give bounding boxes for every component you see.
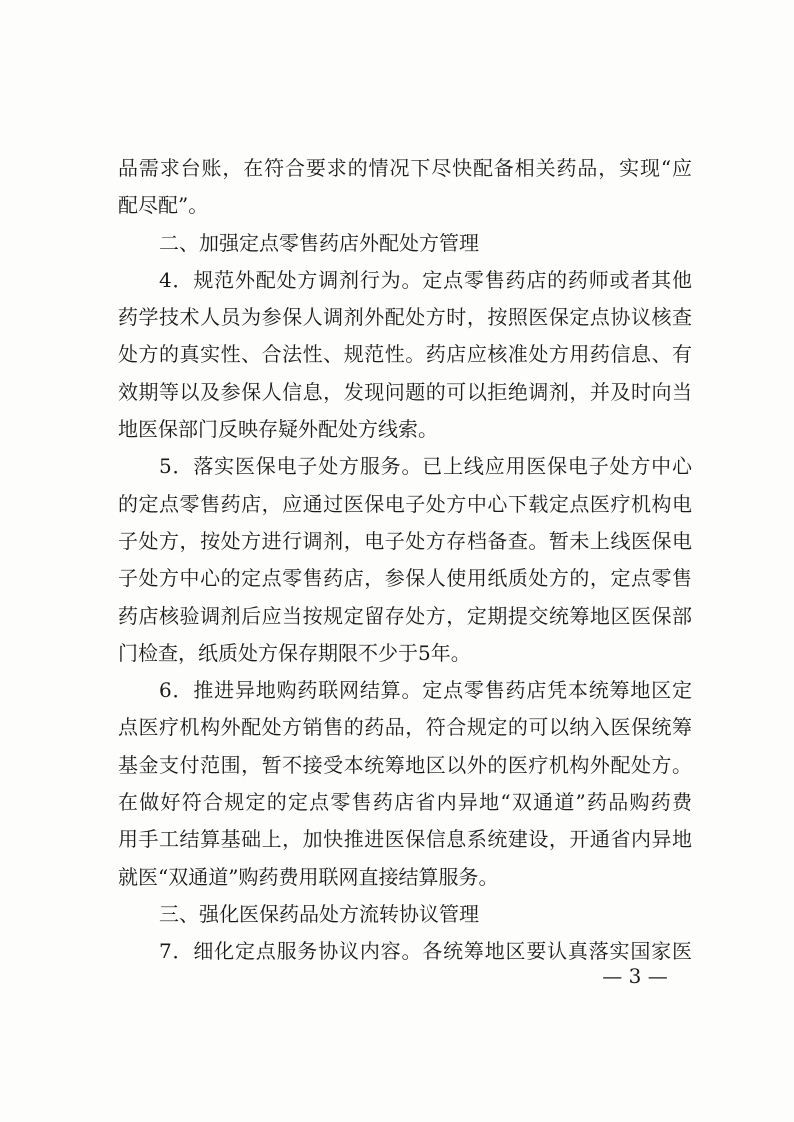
paragraph-line: 门检查，纸质处方保存期限不少于5年。 [118, 640, 471, 665]
paragraph-line: 用手工结算基础上，加快推进医保信息系统建设，开通省内异地 [118, 827, 692, 852]
paragraph-line: 品需求台账，在符合要求的情况下尽快配备相关药品，实现“应 [118, 156, 692, 180]
section-heading: 二、加强定点零售药店外配处方管理 [159, 230, 479, 255]
section-heading: 三、强化医保药品处方流转协议管理 [159, 901, 479, 926]
paragraph-line: 药学技术人员为参保人调剂外配处方时，按照医保定点协议核查 [118, 305, 692, 330]
paragraph-line: 药店核验调剂后应当按规定留存处方，定期提交统筹地区医保部 [118, 603, 692, 628]
page-number: — 3 — [602, 964, 668, 988]
paragraph-line: 7．细化定点服务协议内容。各统筹地区要认真落实国家医 [159, 939, 692, 964]
paragraph-line: 的定点零售药店，应通过医保电子处方中心下载定点医疗机构电 [118, 491, 692, 516]
paragraph-line: 基金支付范围，暂不接受本统筹地区以外的医疗机构外配处方。 [118, 752, 692, 777]
paragraph-line: 5．落实医保电子处方服务。已上线应用医保电子处方中心 [159, 454, 692, 479]
paragraph-line: 就医“双通道”购药费用联网直接结算服务。 [118, 864, 499, 889]
paragraph-line: 点医疗机构外配处方销售的药品，符合规定的可以纳入医保统筹 [118, 715, 692, 740]
paragraph-line: 效期等以及参保人信息，发现问题的可以拒绝调剂，并及时向当 [118, 379, 692, 404]
paragraph-line: 处方的真实性、合法性、规范性。药店应核准处方用药信息、有 [118, 342, 692, 367]
paragraph-line: 地医保部门反映存疑外配处方线索。 [118, 417, 438, 442]
paragraph-line: 6．推进异地购药联网结算。定点零售药店凭本统筹地区定 [159, 678, 692, 703]
paragraph-line: 配尽配”。 [118, 193, 209, 218]
paragraph-line: 子处方中心的定点零售药店，参保人使用纸质处方的，定点零售 [118, 566, 692, 591]
paragraph-line: 4．规范外配处方调剂行为。定点零售药店的药师或者其他 [159, 267, 692, 292]
paragraph-line: 子处方，按处方进行调剂，电子处方存档备查。暂未上线医保电 [118, 528, 692, 553]
paragraph-line: 在做好符合规定的定点零售药店省内异地“双通道”药品购药费 [118, 790, 692, 815]
body-text [118, 150, 692, 971]
